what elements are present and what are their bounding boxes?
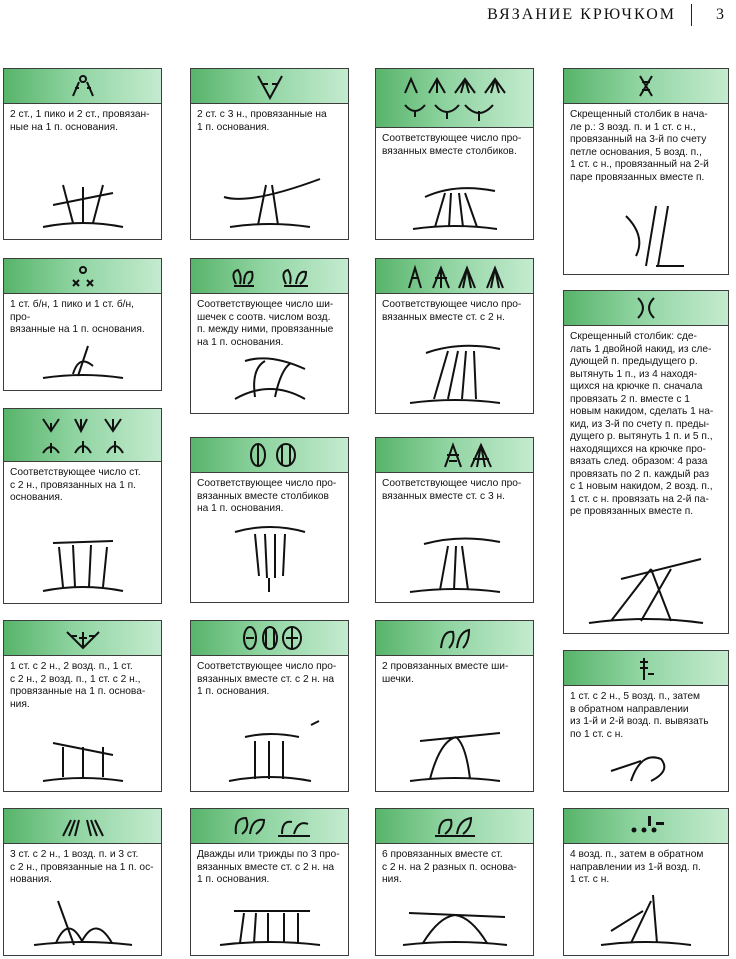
card-description: Соответствующее число про- вязанных вместе ст. с 2 н. на 1 п. основания. (197, 661, 337, 697)
symbol-band (4, 69, 161, 104)
stitch-illustration (191, 711, 348, 787)
symbol-band (191, 621, 348, 656)
decrease-cluster-symbols-icon (385, 73, 525, 123)
header-divider (691, 4, 692, 26)
card-description: 2 провязанных вместе ши- шечки. (382, 661, 509, 685)
symbol-band (191, 438, 348, 473)
stitch-card-9 (3, 408, 162, 604)
card-description: 1 ст. б/н, 1 пико и 1 ст. б/н, про- вязанные на 1 п. основания. (10, 299, 145, 335)
oval-cluster-symbols-icon (210, 441, 330, 469)
bobble-symbols-icon (210, 624, 330, 652)
symbol-band (564, 69, 728, 104)
stitch-card-4 (563, 68, 729, 275)
page-title: ВЯЗАНИЕ КРЮЧКОМ (487, 6, 676, 23)
stitch-card-17 (190, 808, 349, 956)
card-description: Соответствующее число про- вязанных вместе ст. с 2 н. (382, 299, 522, 323)
stitch-illustration (4, 519, 161, 599)
stitch-card-8 (563, 290, 729, 634)
triple-treble-decrease-symbols-icon (395, 441, 515, 469)
card-description: 1 ст. с 2 н., 2 возд. п., 1 ст. с 2 н., 2 возд. п., 1 ст. с 2 н., провязанные на 1 п. основа- ния. (10, 661, 146, 710)
card-description: 2 ст., 1 пико и 2 ст., провязан- ные на 1 п. основания. (10, 109, 150, 133)
card-description: Соответствующее число про- вязанных вместе ст. с 3 н. (382, 478, 522, 502)
picot-fan-symbol-icon (23, 72, 143, 100)
chain-return-symbol-icon (586, 654, 706, 682)
stitch-illustration (564, 549, 728, 629)
picot-symbol-icon (23, 262, 143, 290)
symbol-band (376, 809, 533, 844)
symbol-band (191, 809, 348, 844)
stitch-illustration (376, 522, 533, 598)
stitch-illustration (191, 155, 348, 235)
shell-fan-symbols-icon (13, 413, 153, 457)
card-description: 1 ст. с 2 н., 5 возд. п., затем в обратном направлении из 1-й и 2-й возд. п. вывязать по 1 ст. с н. (570, 691, 709, 740)
stitch-illustration (4, 891, 161, 951)
stitch-illustration (564, 881, 728, 951)
symbol-band (4, 621, 161, 656)
symbol-band (191, 259, 348, 294)
stitch-illustration (564, 196, 728, 270)
symbol-band (564, 809, 728, 844)
card-description: Дважды или трижды по 3 про- вязанных вместе ст. с 2 н. на 1 п. основания. (197, 849, 340, 885)
stitch-card-13 (190, 620, 349, 792)
stitch-illustration (191, 339, 348, 409)
symbol-band (564, 291, 728, 326)
page-number: 3 (716, 6, 724, 23)
stitch-illustration (4, 725, 161, 787)
stitch-illustration (191, 895, 348, 951)
stitch-illustration (376, 173, 533, 235)
stitch-illustration (191, 518, 348, 598)
symbol-band (376, 259, 533, 294)
symbol-band (376, 69, 533, 128)
card-description: Скрещенный столбик: сде- лать 1 двойной накид, из сле- дующей п. предыдущего р. вытянуть 1 п., из 4 находя- щихся на крючке п. сначала провязать 2 п. вместе с 1 новым накидом, сделать 1 на- кид, из 3-й по счету п. преды- дущего р. вытянуть 1 п. и 5 п., находящихся на крючке про- вязать след. образом: 4 раза провязать по 2 п. каждый раз с 1 новым накидом, 2 возд. п., 1 ст. с н. провязать на 2-й па- ре провязанных вместе п. (570, 331, 714, 517)
stitch-card-15 (563, 650, 729, 792)
card-description: Соответствующее число про- вязанных вместе столбиков на 1 п. основания. (197, 478, 337, 514)
stitch-card-6 (190, 258, 349, 414)
puff-decrease-symbol-icon (395, 624, 515, 652)
stitch-card-18 (375, 808, 534, 956)
symbol-band (4, 409, 161, 462)
stitch-card-12 (3, 620, 162, 792)
stitch-card-10 (190, 437, 349, 603)
chain-dots-symbol-icon (586, 812, 706, 840)
double-fan-symbol-icon (23, 812, 143, 840)
card-description: 2 ст. с 3 н., провязанные на 1 п. основания. (197, 109, 327, 133)
card-description: 4 возд. п., затем в обратном направлении из 1-й возд. п. 1 ст. с н. (570, 849, 704, 885)
stitch-card-19 (563, 808, 729, 956)
stitch-card-16 (3, 808, 162, 956)
card-description: Соответствующее число ст. с 2 н., провязанных на 1 п. основания. (10, 467, 141, 503)
stitch-card-3 (375, 68, 534, 240)
stitch-illustration (376, 329, 533, 409)
crossed-stitch-symbol-icon (586, 294, 706, 322)
stitch-illustration (376, 711, 533, 787)
joined-puff-symbol-icon (395, 812, 515, 840)
stitch-card-5 (3, 258, 162, 391)
stitch-illustration (376, 895, 533, 951)
card-description: 3 ст. с 2 н., 1 возд. п. и 3 ст. с 2 н., провязанные на 1 п. ос- нования. (10, 849, 154, 885)
popcorn-cluster-symbols-icon (210, 262, 330, 290)
page-header (0, 0, 736, 34)
stitch-illustration (564, 741, 728, 787)
stitch-illustration (4, 165, 161, 235)
symbol-band (4, 259, 161, 294)
stitch-illustration (4, 336, 161, 386)
card-description: 6 провязанных вместе ст. с 2 н. на 2 разных п. основа- ния. (382, 849, 517, 885)
leaf-cluster-symbols-icon (210, 812, 330, 840)
stitch-card-7 (375, 258, 534, 414)
symbol-band (191, 69, 348, 104)
stitch-card-11 (375, 437, 534, 603)
symbol-band (4, 809, 161, 844)
v-stitch-symbol-icon (210, 72, 330, 100)
treble-decrease-symbols-icon (395, 262, 515, 290)
card-description: Скрещенный столбик в нача- ле р.: 3 возд. п. и 1 ст. с н., провязанный на 3-й по счету петле основания, 5 возд. п., 1 ст. с н., провязанный на 2-й паре провязанных вместе п. (570, 109, 709, 183)
card-description: Соответствующее число ши- шечек с соотв. числом возд. п. между ними, провязанные на 1 п. основания. (197, 299, 334, 348)
stitch-card-14 (375, 620, 534, 792)
symbol-band (376, 621, 533, 656)
stitch-card-1 (3, 68, 162, 240)
crossed-stitch-start-symbol-icon (586, 72, 706, 100)
symbol-band (564, 651, 728, 686)
card-description: Соответствующее число про- вязанных вместе столбиков. (382, 133, 522, 157)
symbol-band (376, 438, 533, 473)
stitch-card-2 (190, 68, 349, 240)
v-fan-symbol-icon (23, 624, 143, 652)
